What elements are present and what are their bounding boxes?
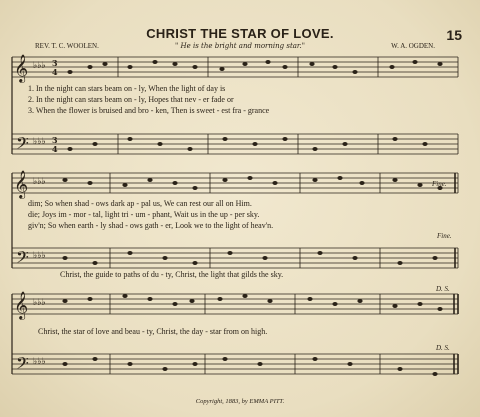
svg-text:♭♭♭: ♭♭♭ — [33, 177, 46, 187]
svg-text:♭♭♭: ♭♭♭ — [33, 137, 46, 147]
lyric-line: giv'n; So when earth - ly shad - ows gath - er, Look we to the light of heav'n. — [28, 221, 274, 230]
lyric-line: dim; So when shad - ows dark ap - pal us, We can rest our all on Him. — [28, 199, 252, 208]
epigraph: " He is the bright and morning star." — [175, 42, 305, 50]
ds-marking-treble: D. S. — [436, 285, 450, 293]
svg-text:♭♭♭: ♭♭♭ — [33, 298, 46, 308]
hymn-title: CHRIST THE STAR OF LOVE. — [146, 26, 334, 41]
svg-text:♭♭♭: ♭♭♭ — [33, 61, 46, 71]
svg-text:𝄞: 𝄞 — [14, 170, 29, 198]
ds-marking-bass: D. S. — [436, 344, 450, 352]
lyric-line: 2. In the night can stars beam on - ly, Hopes that nev - er fade or — [28, 95, 234, 104]
lyric-line: Christ, the star of love and beau - ty, Christ, the day - star from on high. — [38, 327, 268, 336]
lyricist-credit: REV. T. C. WOOLEN. — [35, 42, 99, 50]
svg-text:𝄢: 𝄢 — [16, 353, 29, 377]
svg-text:♭♭♭: ♭♭♭ — [33, 251, 46, 261]
refrain-line: Christ, the guide to paths of du - ty, Christ, the light that gilds the sky. — [60, 270, 284, 279]
svg-text:3: 3 — [52, 58, 58, 68]
svg-text:𝄢: 𝄢 — [16, 247, 29, 271]
svg-text:♭♭♭: ♭♭♭ — [33, 357, 46, 367]
lyric-line: 1. In the night can stars beam on - ly, When the light of day is — [28, 84, 226, 93]
copyright-notice: Copyright, 1883, by EMMA PITT. — [195, 398, 285, 405]
music-system-3 — [0, 286, 480, 394]
lyric-line: die; Joys im - mor - tal, light tri - um - phant, Wait us in the up - per sky. — [28, 210, 260, 219]
svg-text:𝄞: 𝄞 — [14, 291, 29, 319]
page-number: 15 — [446, 27, 462, 43]
fine-marking-bass: Fine. — [437, 232, 452, 240]
lyric-line: 3. When the flower is bruised and bro - ken, Then is sweet - est fra - grance — [28, 106, 270, 115]
svg-text:4: 4 — [52, 144, 58, 154]
fine-marking-treble: Fine. — [432, 180, 447, 188]
svg-text:𝄞: 𝄞 — [14, 54, 29, 82]
svg-text:4: 4 — [52, 67, 58, 77]
svg-text:3: 3 — [52, 135, 58, 145]
svg-text:𝄢: 𝄢 — [16, 133, 29, 157]
composer-credit: W. A. OGDEN. — [391, 42, 435, 50]
